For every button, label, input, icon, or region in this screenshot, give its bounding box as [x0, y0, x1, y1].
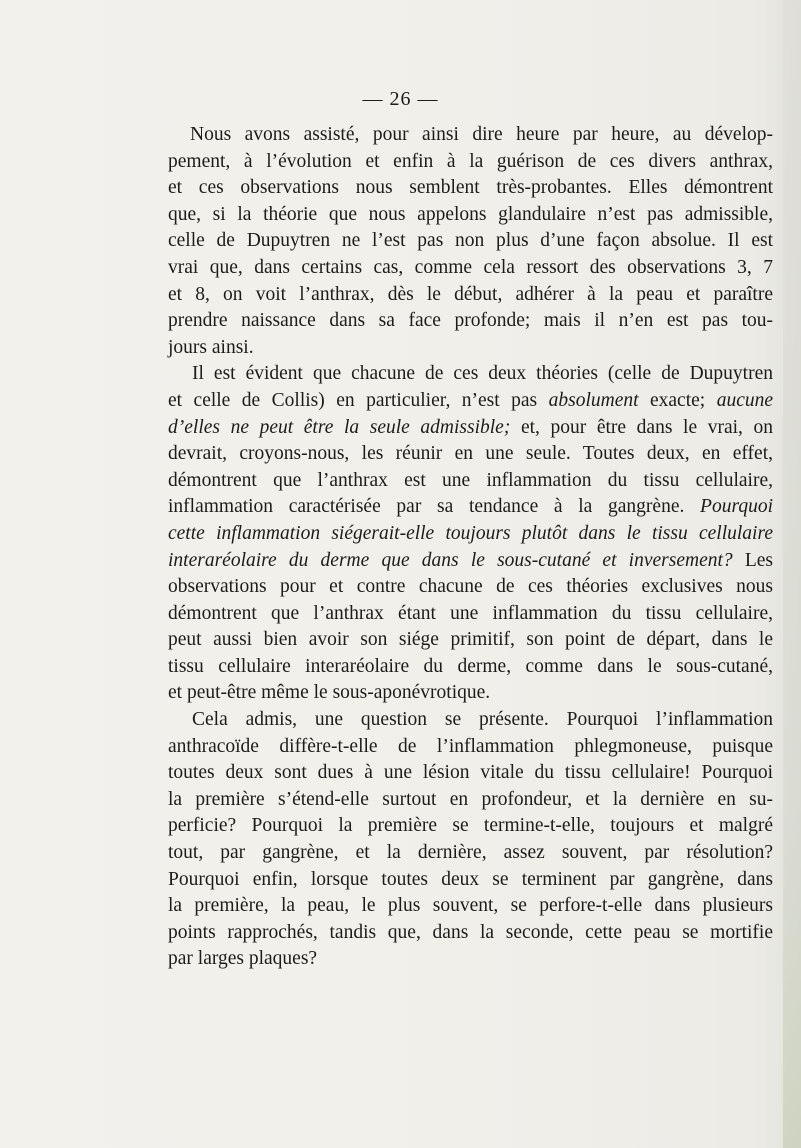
text-line: et ces observations nous semblent très-probantes. Elles démontrent: [168, 177, 773, 199]
italic-text: interaréolaire du derme que dans le sous-cutané et inversement?: [168, 549, 733, 571]
text-line: Nous avons assisté, pour ainsi dire heure par heure, au dévelop-: [190, 124, 773, 145]
text-run: et celle de Collis) en particulier, n’est pas: [168, 389, 538, 411]
text-line: démontrent que l’anthrax est une inflammation du tissu cellulaire,: [168, 469, 773, 491]
text-run: Les: [744, 549, 773, 571]
text-run: et, pour être dans le vrai, on: [520, 416, 774, 438]
text-line: Cela admis, une question se présente. Pourquoi l’inflammation: [192, 709, 773, 731]
text-line: points rapprochés, tandis que, dans la seconde, cette peau se mortifie: [168, 921, 773, 943]
text-run: exacte;: [650, 389, 706, 411]
text-line: celle de Dupuytren ne l’est pas non plus d’une façon absolue. Il est: [168, 230, 773, 252]
text-line: [168, 415, 773, 442]
text-line: [168, 521, 773, 548]
text-line: observations pour et contre chacune de ces théories exclusives nous: [168, 576, 773, 598]
text-line: tissu cellulaire interaréolaire du derme, comme dans le sous-cutané,: [168, 655, 773, 677]
text-line: prendre naissance dans sa face profonde; mais il n’en est pas tou-: [168, 310, 773, 332]
text-line: la première, la peau, le plus souvent, se perfore-t-elle dans plusieurs: [168, 895, 773, 917]
text-line: Pourquoi enfin, lorsque toutes deux se terminent par gangrène, dans: [168, 868, 773, 890]
text-line: [168, 494, 773, 521]
text-line: démontrent que l’anthrax étant une inflammation du tissu cellulaire,: [168, 602, 773, 624]
text-line: que, si la théorie que nous appelons glandulaire n’est pas admissible,: [168, 203, 773, 225]
text-line: et 8, on voit l’anthrax, dès le début, adhérer à la peau et paraître: [168, 283, 773, 305]
text-line: [168, 388, 773, 415]
italic-text: d’elles ne peut être la seule admissible;: [168, 416, 511, 438]
text-line: par larges plaques?: [168, 948, 318, 970]
text-line: tout, par gangrène, et la dernière, assez souvent, par résolution?: [168, 842, 773, 864]
text-line: devrait, croyons-nous, les réunir en une seule. Toutes deux, en effet,: [168, 443, 773, 465]
page-number: — 26 —: [362, 88, 439, 110]
italic-text: Pourquoi: [700, 496, 773, 518]
italic-text: absolument: [548, 389, 639, 411]
text-line: toutes deux sont dues à une lésion vitale du tissu cellulaire! Pourquoi: [168, 762, 773, 784]
italic-text: aucune: [716, 389, 773, 411]
page-edge-stain: [783, 0, 801, 1148]
text-line: perficie? Pourquoi la première se termine-t-elle, toujours et malgré: [168, 815, 773, 837]
text-line: anthracoïde diffère-t-elle de l’inflammation phlegmoneuse, puisque: [168, 735, 773, 757]
text-line: jours ainsi.: [168, 336, 254, 358]
text-line: et peut-être même le sous-aponévrotique.: [168, 682, 491, 704]
text-line: [168, 548, 773, 575]
text-run: inflammation caractérisée par sa tendance à la gangrène.: [168, 496, 685, 518]
body-text: [168, 122, 773, 973]
italic-text: cette inflammation siégerait-elle toujours plutôt dans le tissu cellulaire: [168, 522, 773, 544]
text-line: pement, à l’évolution et enfin à la guérison de ces divers anthrax,: [168, 150, 773, 172]
text-line: vrai que, dans certains cas, comme cela ressort des observations 3, 7: [168, 256, 773, 278]
text-line: peut aussi bien avoir son siége primitif, son point de départ, dans le: [168, 629, 773, 651]
text-line: la première s’étend-elle surtout en profondeur, et la dernière en su-: [168, 788, 773, 810]
text-line: Il est évident que chacune de ces deux théories (celle de Dupuytren: [192, 363, 773, 385]
